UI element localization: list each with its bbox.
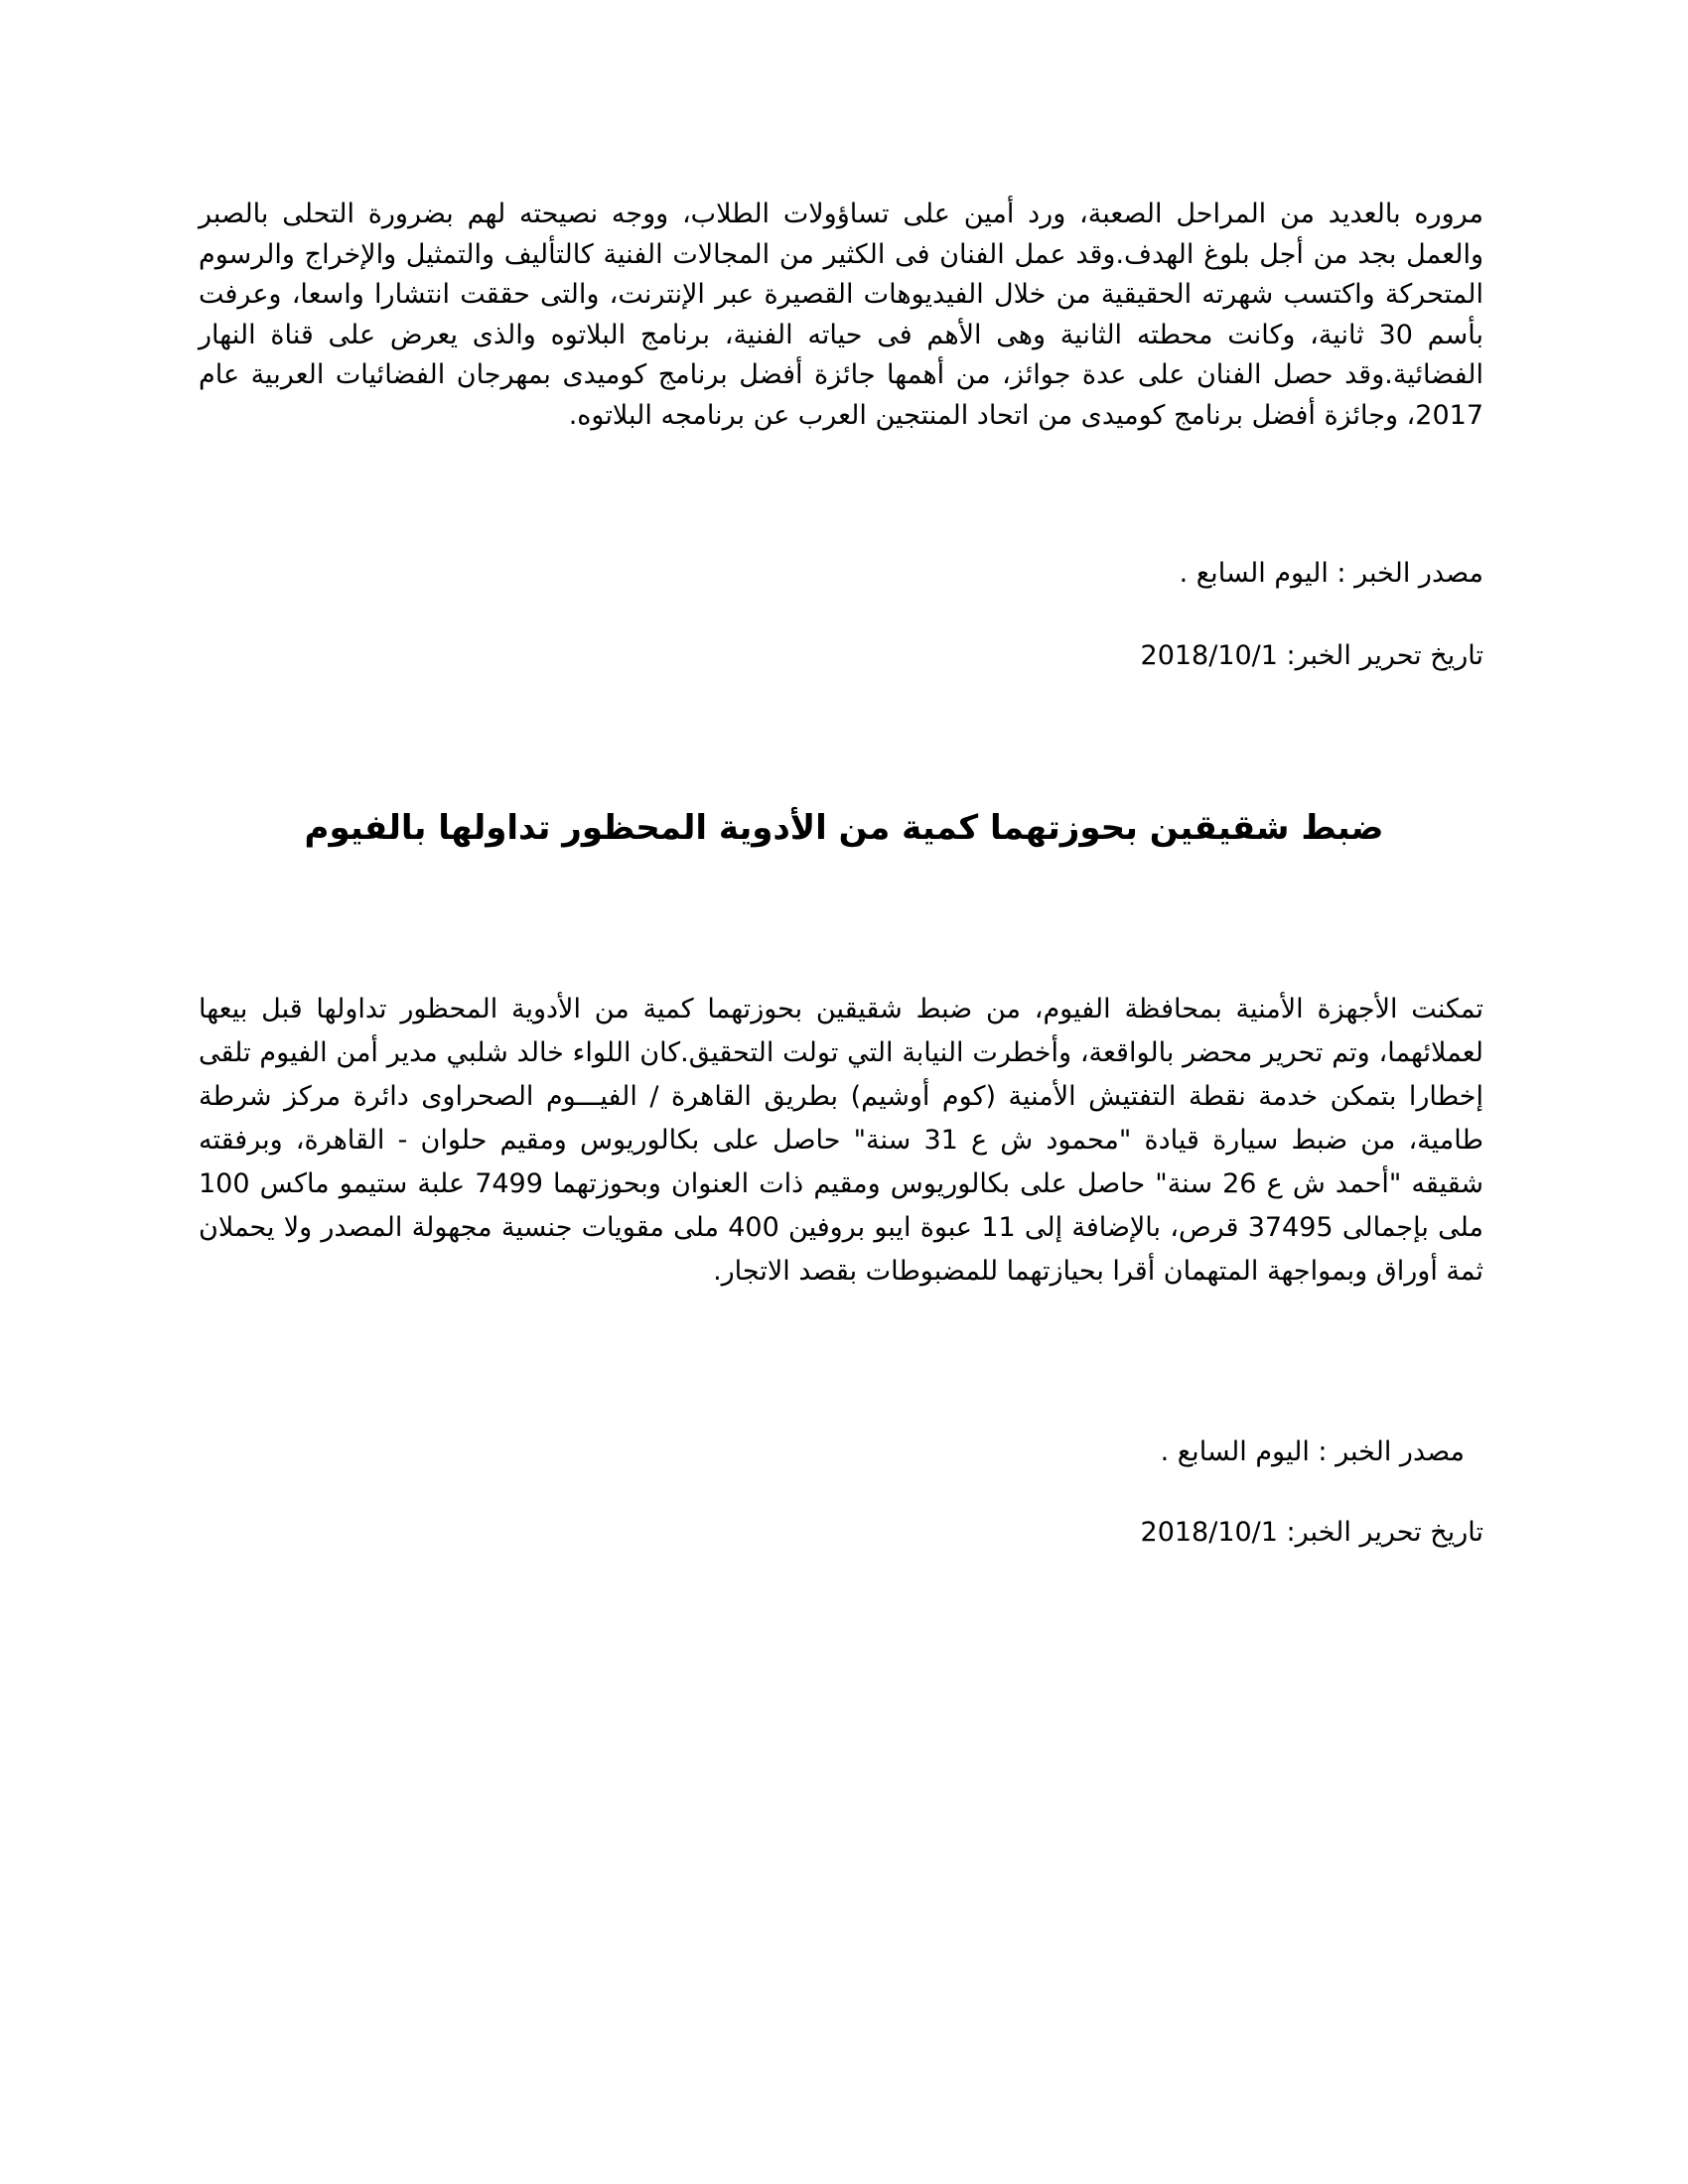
article-2-headline: ضبط شقيقين بحوزتهما كمية من الأدوية المحظور تداولها بالفيوم	[304, 808, 1384, 848]
article-2-source: مصدر الخبر : اليوم السابع .	[1160, 1436, 1465, 1467]
article-1-body: مروره بالعديد من المراحل الصعبة، ورد أمين على تساؤولات الطلاب، ووجه نصيحته لهم بضرورة التحلى بالصبر والعمل بجد من أجل بلوغ الهدف.وقد عمل الفنان فى الكثير من المجالات الفنية كالتأليف والتمثيل والإخراج والرسوم المتحركة واكتسب شهرته الحقيقية من خلال الفيديوهات القصيرة عبر الإنترنت، والتى حققت انتشارا واسعا، وعرفت بأسم 30 ثانية، وكانت محطته الثانية وهى الأهم فى حياته الفنية، برنامج البلاتوه والذى يعرض على قناة النهار الفضائية.وقد حصل الفنان على عدة جوائز، من أهمها جائزة أفضل برنامج كوميدى بمهرجان الفضائيات العربية عام 2017، وجائزة أفضل برنامج كوميدى من اتحاد المنتجين العرب عن برنامجه البلاتوه.	[199, 199, 1483, 431]
article-2-body: تمكنت الأجهزة الأمنية بمحافظة الفيوم، من ضبط شقيقين بحوزتهما كمية من الأدوية المحظور تداولها قبل بيعها لعملائهما، وتم تحرير محضر بالواقعة، وأخطرت النيابة التي تولت التحقيق.كان اللواء خالد شلبي مدير أمن الفيوم تلقى إخطارا بتمكن خدمة نقطة التفتيش الأمنية (كوم أوشيم) بطريق القاهرة / الفيـــوم الصحراوى دائرة مركز شرطة طامية، من ضبط سيارة قيادة "محمود ش ع 31 سنة" حاصل على بكالوريوس ومقيم حلوان - القاهرة، وبرفقته شقيقه "أحمد ش ع 26 سنة" حاصل على بكالوريوس ومقيم ذات العنوان وبحوزتهما 7499 علبة ستيمو ماكس 100 ملى بإجمالى 37495 قرص، بالإضافة إلى 11 عبوة ايبو بروفين 400 ملى مقويات جنسية مجهولة المصدر ولا يحملان ثمة أوراق وبمواجهة المتهمان أقرا بحيازتهما للمضبوطات بقصد الاتجار.	[199, 994, 1483, 1287]
article-1-date: تاريخ تحرير الخبر: 2018/10/1	[1140, 640, 1483, 671]
article-1-source: مصدر الخبر : اليوم السابع .	[1179, 558, 1483, 589]
article-2-date: تاريخ تحرير الخبر: 2018/10/1	[1140, 1517, 1483, 1548]
